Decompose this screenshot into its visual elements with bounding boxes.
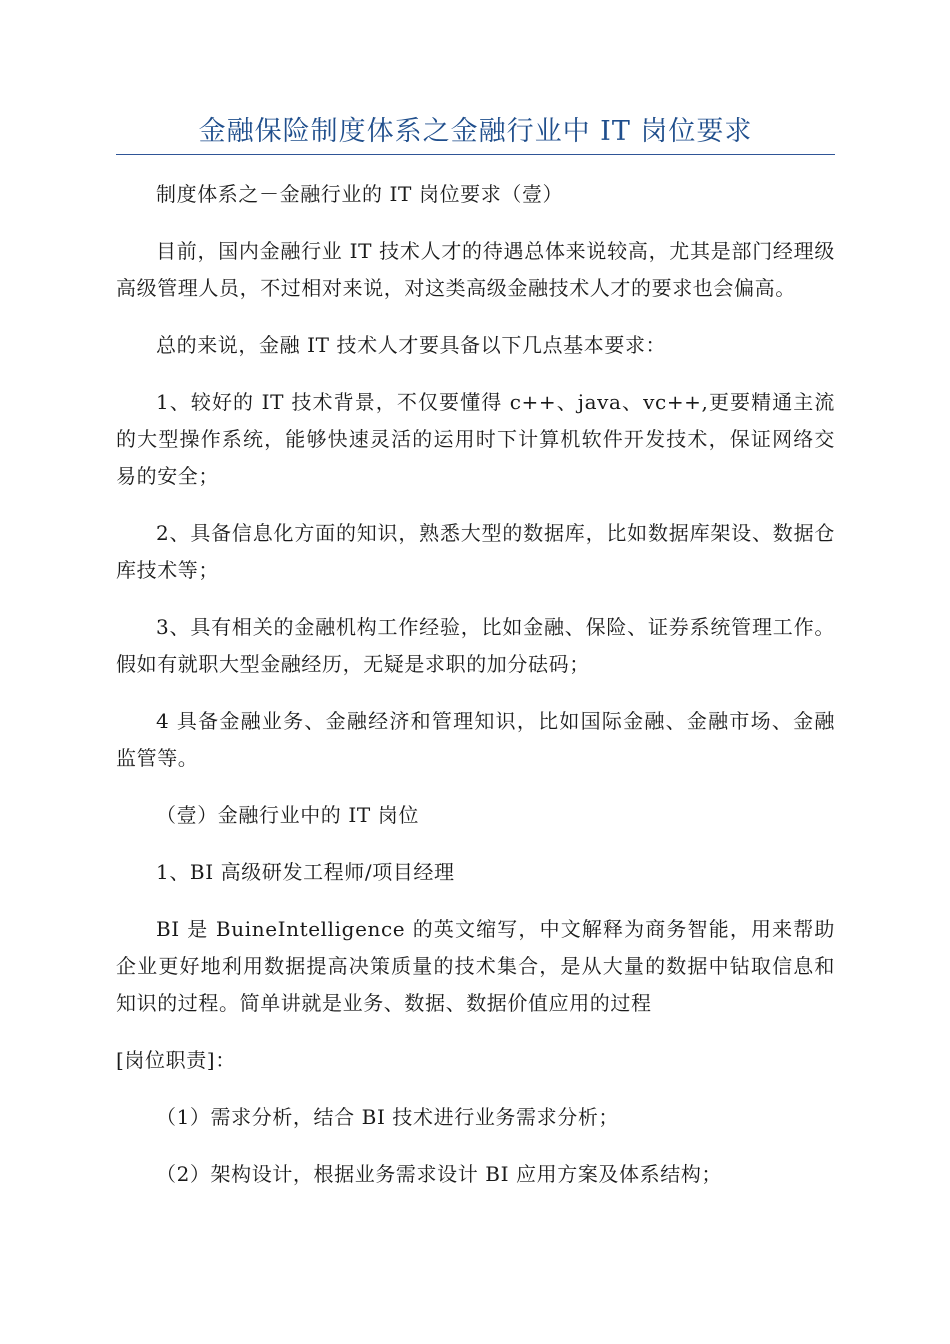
paragraph-requirement-3: 3、具有相关的金融机构工作经验，比如金融、保险、证券系统管理工作。假如有就职大型金融经历，无疑是求职的加分砝码；: [116, 615, 835, 676]
section-heading: （壹）金融行业中的 IT 岗位: [156, 803, 419, 827]
paragraph-intro: 目前，国内金融行业 IT 技术人才的待遇总体来说较高，尤其是部门经理级高级管理人员，不过相对来说，对这类高级金融技术人才的要求也会偏高。: [116, 239, 835, 300]
position-heading: 1、BI 高级研发工程师/项目经理: [156, 860, 455, 884]
paragraph-bi-definition: BI 是 BuineIntelligence 的英文缩写，中文解释为商务智能，用来帮助企业更好地利用数据提高决策质量的技术集合，是从大量的数据中钻取信息和知识的过程。简单讲就是业务、数据、数据价值应用的过程: [116, 917, 835, 1015]
document-body: [116, 176, 835, 1213]
paragraph-requirement-4: 4 具备金融业务、金融经济和管理知识，比如国际金融、金融市场、金融监管等。: [116, 709, 835, 770]
title-underline: [116, 154, 835, 155]
paragraph-requirement-2: 2、具备信息化方面的知识，熟悉大型的数据库，比如数据库架设、数据仓库技术等；: [116, 521, 835, 582]
duty-item-2: （2）架构设计，根据业务需求设计 BI 应用方案及体系结构；: [156, 1162, 723, 1186]
document-title: 金融保险制度体系之金融行业中 IT 岗位要求: [198, 116, 753, 147]
paragraph-requirement-1: 1、较好的 IT 技术背景，不仅要懂得 c++、java、vc++,更要精通主流的大型操作系统，能够快速灵活的运用时下计算机软件开发技术，保证网络交易的安全；: [116, 390, 835, 488]
paragraph-subtitle: 制度体系之－金融行业的 IT 岗位要求（壹）: [156, 182, 564, 206]
duties-heading: [岗位职责]：: [116, 1048, 236, 1072]
paragraph-summary: 总的来说，金融 IT 技术人才要具备以下几点基本要求：: [156, 333, 667, 357]
duty-item-1: （1）需求分析，结合 BI 技术进行业务需求分析；: [156, 1105, 620, 1129]
